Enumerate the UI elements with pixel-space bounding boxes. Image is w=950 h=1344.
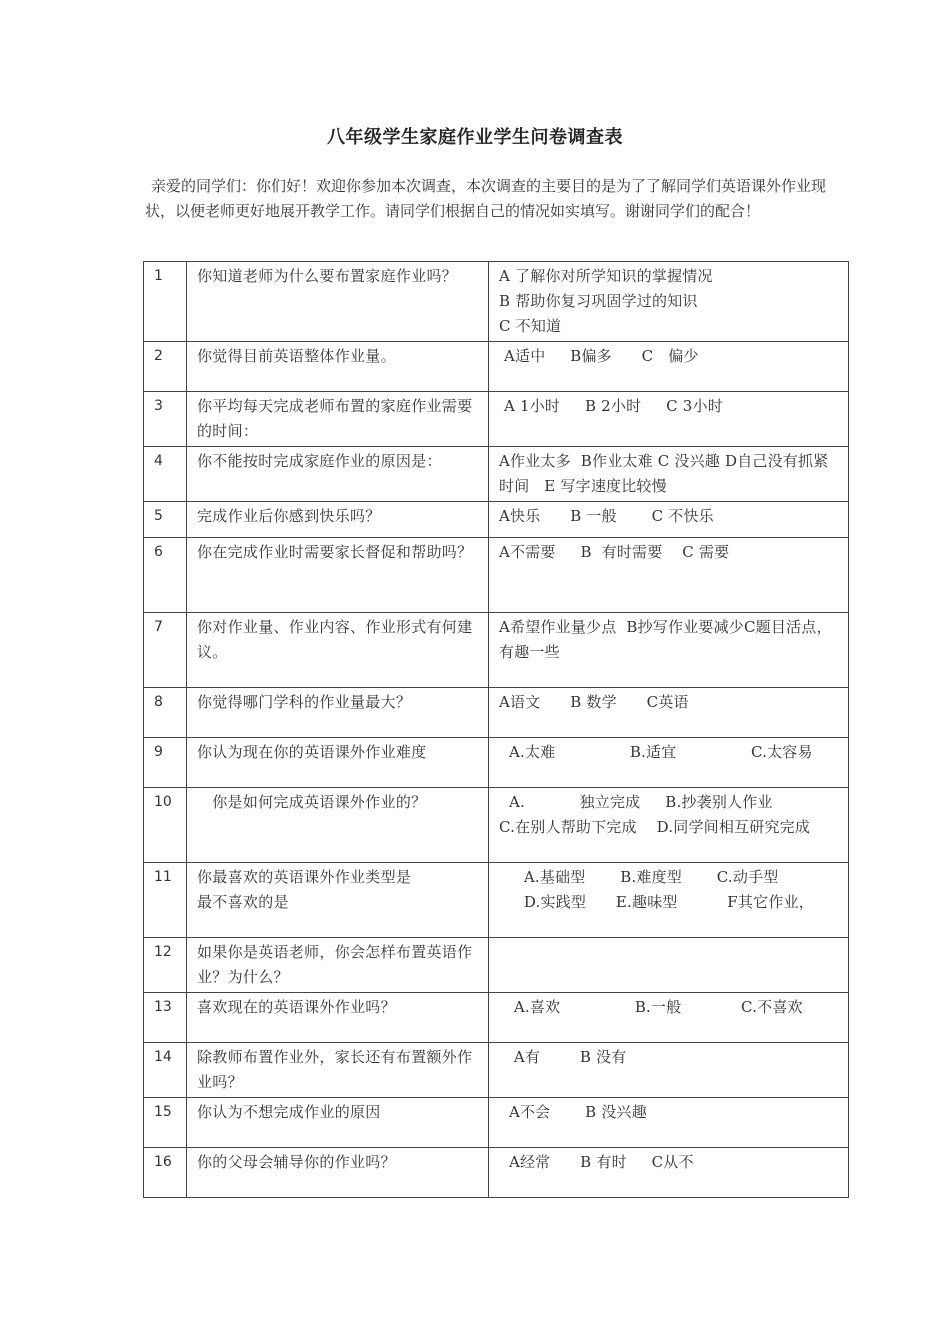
- table-row: [144, 788, 849, 863]
- answer-cell: A不需要 B 有时需要 C 需要: [489, 538, 849, 613]
- row-number: 15: [144, 1098, 187, 1148]
- question-cell: 你的父母会辅导你的作业吗？: [187, 1148, 489, 1198]
- table-row: [144, 993, 849, 1043]
- question-cell: 完成作业后你感到快乐吗？: [187, 502, 489, 538]
- row-number: 4: [144, 447, 187, 502]
- row-number: 11: [144, 863, 187, 938]
- table-row: [144, 1043, 849, 1098]
- row-number: 16: [144, 1148, 187, 1198]
- table-row: [144, 613, 849, 688]
- answer-cell: A快乐 B 一般 C 不快乐: [489, 502, 849, 538]
- question-cell: 你最喜欢的英语课外作业类型是 最不喜欢的是: [187, 863, 489, 938]
- table-row: [144, 342, 849, 392]
- question-cell: 你知道老师为什么要布置家庭作业吗？: [187, 262, 489, 342]
- survey-table: [143, 261, 849, 1198]
- table-row: [144, 1148, 849, 1198]
- row-number: 1: [144, 262, 187, 342]
- page-title: 八年级学生家庭作业学生问卷调查表: [327, 127, 623, 148]
- question-cell: 除教师布置作业外，家长还有布置额外作业吗？: [187, 1043, 489, 1098]
- row-number: 6: [144, 538, 187, 613]
- row-number: 3: [144, 392, 187, 447]
- table-row: [144, 863, 849, 938]
- answer-cell: A不会 B 没兴趣: [489, 1098, 849, 1148]
- table-row: [144, 392, 849, 447]
- row-number: 9: [144, 738, 187, 788]
- answer-cell: A 1小时 B 2小时 C 3小时: [489, 392, 849, 447]
- question-cell: 你不能按时完成家庭作业的原因是：: [187, 447, 489, 502]
- row-number: 14: [144, 1043, 187, 1098]
- question-cell: 你在完成作业时需要家长督促和帮助吗？: [187, 538, 489, 613]
- answer-cell: A.基础型 B.难度型 C.动手型 D.实践型 E.趣味型 F其它作业，: [489, 863, 849, 938]
- table-row: [144, 688, 849, 738]
- answer-cell: A适中 B偏多 C 偏少: [489, 342, 849, 392]
- answer-cell: A.喜欢 B.一般 C.不喜欢: [489, 993, 849, 1043]
- question-cell: 你平均每天完成老师布置的家庭作业需要的时间：: [187, 392, 489, 447]
- answer-cell: A.太难 B.适宜 C.太容易: [489, 738, 849, 788]
- question-cell: 喜欢现在的英语课外作业吗？: [187, 993, 489, 1043]
- question-cell: 你认为现在你的英语课外作业难度: [187, 738, 489, 788]
- question-cell: 你觉得目前英语整体作业量。: [187, 342, 489, 392]
- intro-paragraph: 亲爱的同学们：你们好！欢迎你参加本次调查，本次调查的主要目的是为了了解同学们英语课外作业现状，以便老师更好地展开教学工作。请同学们根据自己的情况如实填写。谢谢同学们的配合！: [145, 177, 827, 220]
- table-row: [144, 262, 849, 342]
- table-row: [144, 447, 849, 502]
- question-cell: 如果你是英语老师，你会怎样布置英语作业？为什么？: [187, 938, 489, 993]
- row-number: 2: [144, 342, 187, 392]
- row-number: 7: [144, 613, 187, 688]
- question-cell: 你对作业量、作业内容、作业形式有何建议。: [187, 613, 489, 688]
- table-row: [144, 738, 849, 788]
- question-cell: 你是如何完成英语课外作业的？: [187, 788, 489, 863]
- row-number: 10: [144, 788, 187, 863]
- table-row: [144, 502, 849, 538]
- table-row: [144, 538, 849, 613]
- row-number: 5: [144, 502, 187, 538]
- answer-cell: [489, 938, 849, 993]
- row-number: 12: [144, 938, 187, 993]
- answer-cell: A经常 B 有时 C从不: [489, 1148, 849, 1198]
- answer-cell: A 了解你对所学知识的掌握情况 B 帮助你复习巩固学过的知识 C 不知道: [489, 262, 849, 342]
- row-number: 8: [144, 688, 187, 738]
- table-row: [144, 1098, 849, 1148]
- answer-cell: A作业太多 B作业太难 C 没兴趣 D自己没有抓紧时间 E 写字速度比较慢: [489, 447, 849, 502]
- answer-cell: A语文 B 数学 C英语: [489, 688, 849, 738]
- question-cell: 你认为不想完成作业的原因: [187, 1098, 489, 1148]
- answer-cell: A希望作业量少点 B抄写作业要减少C题目活点，有趣一些: [489, 613, 849, 688]
- row-number: 13: [144, 993, 187, 1043]
- answer-cell: A有 B 没有: [489, 1043, 849, 1098]
- table-row: [144, 938, 849, 993]
- question-cell: 你觉得哪门学科的作业量最大？: [187, 688, 489, 738]
- answer-cell: A. 独立完成 B.抄袭别人作业 C.在别人帮助下完成 D.同学间相互研究完成: [489, 788, 849, 863]
